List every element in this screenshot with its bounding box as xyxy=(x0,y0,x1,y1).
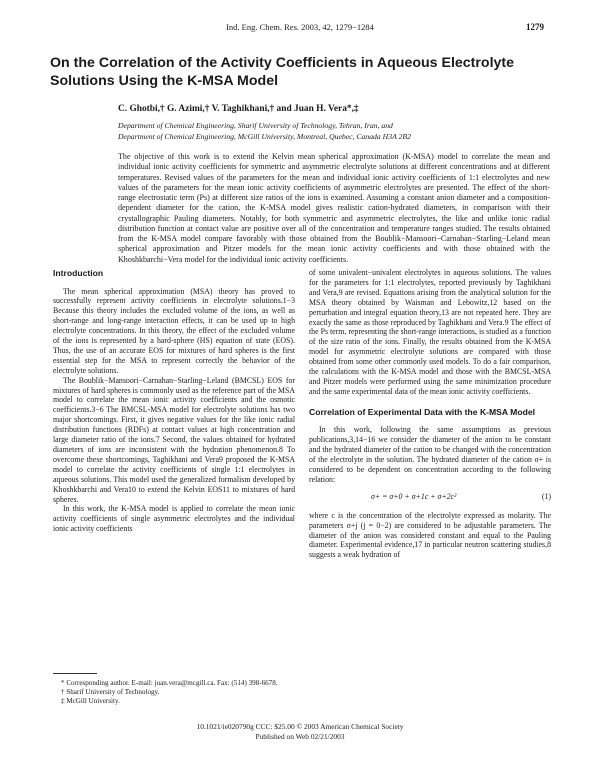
correlation-heading: Correlation of Experimental Data with the K-MSA Model xyxy=(309,406,536,417)
left-column xyxy=(53,268,295,534)
abstract: The objective of this work is to extend the Kelvin mean spherical approximation (K-MSA) model to correlate the mean and individual ionic activity coefficients for symmetric and asymmetric electrolyte solutions at different concentrations and at different temperatures. Revised values of the parameters for the mean and individual ionic activity coefficients of 1:1 electrolytes and new values of the parameters for the mean ionic activity coefficients of asymmetric electrolytes are presented. The effect of the short-range electrostatic term (Ps) at different size ratios of the ions is examined. Assuming a constant anion diameter and a composition-dependent diameter for the cation, the K-MSA model gives realistic cation-hydrated diameters, in comparison with their crystallographic Pauling diameters. Notably, for both symmetric and asymmetric electrolytes, the like and unlike ionic radial distribution function at contact value are positive over all of the concentration and temperature ranges studied. The results obtained from the K-MSA model compare favorably with those obtained from the Boublik−Mansoori−Carnahan−Starling−Leland mean spherical approximation and Pitzer models for the mean ionic activity coefficients and with those obtained with the Khoshkbarchi−Vera model for the individual ionic activity coefficients. xyxy=(118,152,550,264)
correlation-paragraph-2: where c is the concentration of the electrolyte expressed as molarity. The parameters σ+j (j = 0−2) are considered to be adjustable parameters. The diameter of the anion was considered constant and equal to the Pauling diameter. Experimental evidence,17 in particular neutron scattering studies,8 suggests a weak hydration of xyxy=(309,510,551,560)
correlation-paragraph-1: In this work, following the same assumptions as previous publications,3,14−16 we consider the diameter of the anion to be constant and the hydrated diameter of the cation to be changed with the concentration of the electrolyte in the solution. The hydrated diameter of the cation σ+ is considered to be dependent on concentration according to the following relation: xyxy=(309,425,551,484)
right-column xyxy=(309,268,551,560)
footnote-sharif: † Sharif University of Technology. xyxy=(61,688,160,696)
doi-line: 10.1021/ie020790g CCC: $25.00 © 2003 American Chemical Society xyxy=(196,722,404,731)
page-number: 1279 xyxy=(526,22,544,32)
footnote-mcgill: ‡ McGill University. xyxy=(61,697,120,705)
footnote-corresponding: * Corresponding author. E-mail: juan.vera@mcgill.ca. Fax: (514) 398-6678. xyxy=(61,679,278,687)
footnote-rule xyxy=(53,673,97,674)
equation-1 xyxy=(309,491,551,505)
affiliation-1: Department of Chemical Engineering, Sharif University of Technology, Tehran, Iran, and xyxy=(118,121,393,130)
intro-paragraph-1: The mean spherical approximation (MSA) theory has proved to successfully represent activity coefficients in electrolyte solutions.1−3 Because this theory includes the excluded volume of the ions, as well as short-range and long-range interaction effects, it can be used up to high electrolyte concentrations. In this theory, the effect of the excluded volume of the ions is represented by a hard-sphere (HS) equation of state (EOS). Thus, the use of an accurate EOS for mixtures of hard spheres is the first essential step for the MSA to represent correctly the behavior of the electrolyte solutions. xyxy=(53,286,295,375)
affiliations xyxy=(118,120,558,142)
equation-number: (1) xyxy=(541,491,551,501)
paper-title: On the Correlation of the Activity Coefficients in Aqueous Electrolyte Solutions Using the K-MSA Model xyxy=(50,55,515,89)
footnotes xyxy=(53,673,295,706)
published-date: Published on Web 02/21/2003 xyxy=(255,731,345,741)
equation-body: σ+ = σ+0 + σ+1c + σ+2c² xyxy=(371,491,457,501)
publication-info xyxy=(0,722,600,741)
author-list: C. Ghotbi,† G. Azimi,† V. Taghikhani,† and Juan H. Vera*,‡ xyxy=(118,104,359,114)
affiliation-2: Department of Chemical Engineering, McGill University, Montreal, Quebec, Canada H3A 2B2 xyxy=(118,132,411,141)
running-header xyxy=(0,22,600,36)
intro-paragraph-3: In this work, the K-MSA model is applied to correlate the mean ionic activity coefficients of single asymmetric electrolytes and the individual ionic activity coefficients xyxy=(53,504,295,534)
right-paragraph-1: of some univalent−univalent electrolytes in aqueous solutions. The values for the parameters for 1:1 electrolytes, reported previously by Taghikhani and Vera,9 are revised. Equations arising from the analytical solution for the MSA theory obtained by Waisman and Lebowitz,12 based on the perturbation and integral equation theory,13 are not repeated here. They are exactly the same as those reproduced by Taghikhani and Vera.9 The effect of the Ps term, representing the short-range interactions, is studied as a function of the size ratio of the ions. Finally, the results obtained from the K-MSA model for asymmetric electrolyte solutions are compared with those obtained from some other commonly used models. To do a fair comparison, the calculations with the K-MSA model and those with the BMCSL-MSA and Pitzer models were performed using the same minimization procedure and the same experimental data of the mean ionic activity coefficients. xyxy=(309,268,551,396)
introduction-heading: Introduction xyxy=(53,268,104,278)
journal-citation: Ind. Eng. Chem. Res. 2003, 42, 1279−1284 xyxy=(226,22,374,32)
intro-paragraph-2: The Boublik−Mansoori−Carnahan−Starling−Leland (BMCSL) EOS for mixtures of hard spheres is commonly used as the reference part of the MSA model to correlate the mean ionic activity coefficients and the osmotic coefficients.3−6 The BMCSL-MSA model for electrolyte solutions has two major shortcomings. First, it gives negative values for the like ionic radial distribution functions (RDFs) at contact values at high concentration and large diameter ratio of the ions.7 Second, the values obtained for hydrated diameters of ions are inconsistent with the hydration phenomenon.8 To overcome these shortcomings, Taghikhani and Vera9 proposed the K-MSA model to correlate the activity coefficients of single 1:1 electrolytes in aqueous solutions. This model used the generalized formalism developed by Khoshkbarchi and Vera10 to extend the Kelvin EOS11 to mixtures of hard spheres. xyxy=(53,375,295,504)
